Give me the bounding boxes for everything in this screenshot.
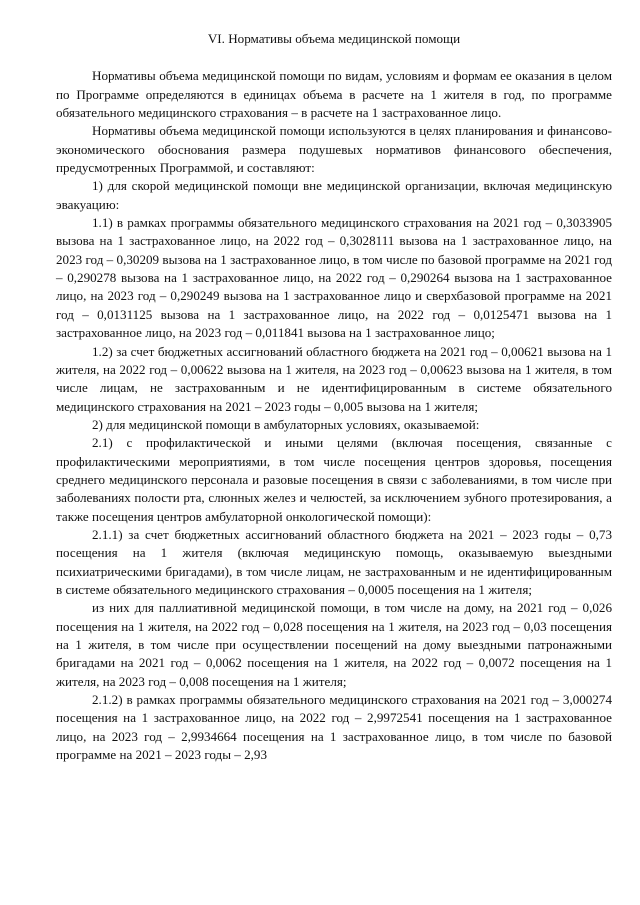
paragraph-item-1: 1) для скорой медицинской помощи вне медицинской организации, включая медицинскую эвакуацию: [56,178,612,212]
paragraph-item-2-1-2: 2.1.2) в рамках программы обязательного медицинского страхования на 2021 год – 3,000274 посещения на 1 застрахованное лицо, на 2022 год – 2,9972541 посещения на 1 застрахованное лицо, на 2023 год – 2,9934664 посещения на 1 застрахованное лицо, в том числе по базовой программе на 2021 – 2023 годы – 2,93 [56,692,612,763]
paragraph-item-2-1: 2.1) с профилактической и иными целями (включая посещения, связанные с профилактическими мероприятиями, в том числе посещения центров здоровья, посещения среднего медицинского персонала и разовые посещения в связи с заболеваниями, в том числе при заболеваниях полости рта, слюнных желез и челюстей, за исключением зубного протезирования, а также посещения центров амбулаторной онкологической помощи): [56,435,612,524]
paragraph-usage: Нормативы объема медицинской помощи используются в целях планирования и финансово-экономического обоснования размера подушевых нормативов финансового обеспечения, предусмотренных Программой, и составляют: [56,123,612,176]
paragraph-palliative: из них для паллиативной медицинской помощи, в том числе на дому, на 2021 год – 0,026 посещения на 1 жителя, на 2022 год – 0,028 посещения на 1 жителя, на 2023 год – 0,03 посещения на 1 жителя, в том числе при осуществлении посещений на дому выездными патронажными бригадами на 2021 год – 0,0062 посещения на 1 жителя, на 2022 год – 0,0072 посещения на 1 жителя, на 2023 год – 0,008 посещения на 1 жителя; [56,600,612,689]
paragraph-item-2-1-1: 2.1.1) за счет бюджетных ассигнований областного бюджета на 2021 – 2023 годы – 0,73 посещения на 1 жителя (включая медицинскую помощь, оказываемую выездными психиатрическими бригадами), в том числе лицам, не застрахованным и не идентифицированным в системе обязательного медицинского страхования – 0,0005 посещения на 1 жителя; [56,526,612,597]
section-title: VI. Нормативы объема медицинской помощи [207,31,461,46]
document-body [56,67,612,764]
paragraph-item-2: 2) для медицинской помощи в амбулаторных условиях, оказываемой: [92,416,480,432]
paragraph-intro: Нормативы объема медицинской помощи по видам, условиям и формам ее оказания в целом по Программе определяются в единицах объема в расчете на 1 жителя в год, по программе обязательного медицинского страхования – в расчете на 1 застрахованное лицо. [56,68,612,121]
paragraph-item-1-1: 1.1) в рамках программы обязательного медицинского страхования на 2021 год – 0,3033905 вызова на 1 застрахованное лицо, на 2022 год – 0,3028111 вызова на 1 застрахованное лицо, на 2023 год – 0,30209 вызова на 1 застрахованное лицо, в том числе по базовой программе на 2021 год – 0,290278 вызова на 1 застрахованное лицо, на 2022 год – 0,290264 вызова на 1 застрахованное лицо, на 2023 год – 0,290249 вызова на 1 застрахованное лицо и сверхбазовой программе на 2021 год – 0,0131125 вызова на 1 застрахованное лицо, на 2022 год – 0,0125471 вызова на 1 застрахованное лицо, на 2023 год – 0,011841 вызова на 1 застрахованное лицо; [56,215,612,341]
paragraph-item-1-2: 1.2) за счет бюджетных ассигнований областного бюджета на 2021 год – 0,00621 вызова на 1 жителя, на 2022 год – 0,00622 вызова на 1 жителя, на 2023 год – 0,00623 вызова на 1 жителя, в том числе лицам, не застрахованным и не идентифицированным в системе обязательного медицинского страхования на 2021 – 2023 годы – 0,005 вызова на 1 жителя; [56,343,612,414]
document-page [56,30,612,764]
